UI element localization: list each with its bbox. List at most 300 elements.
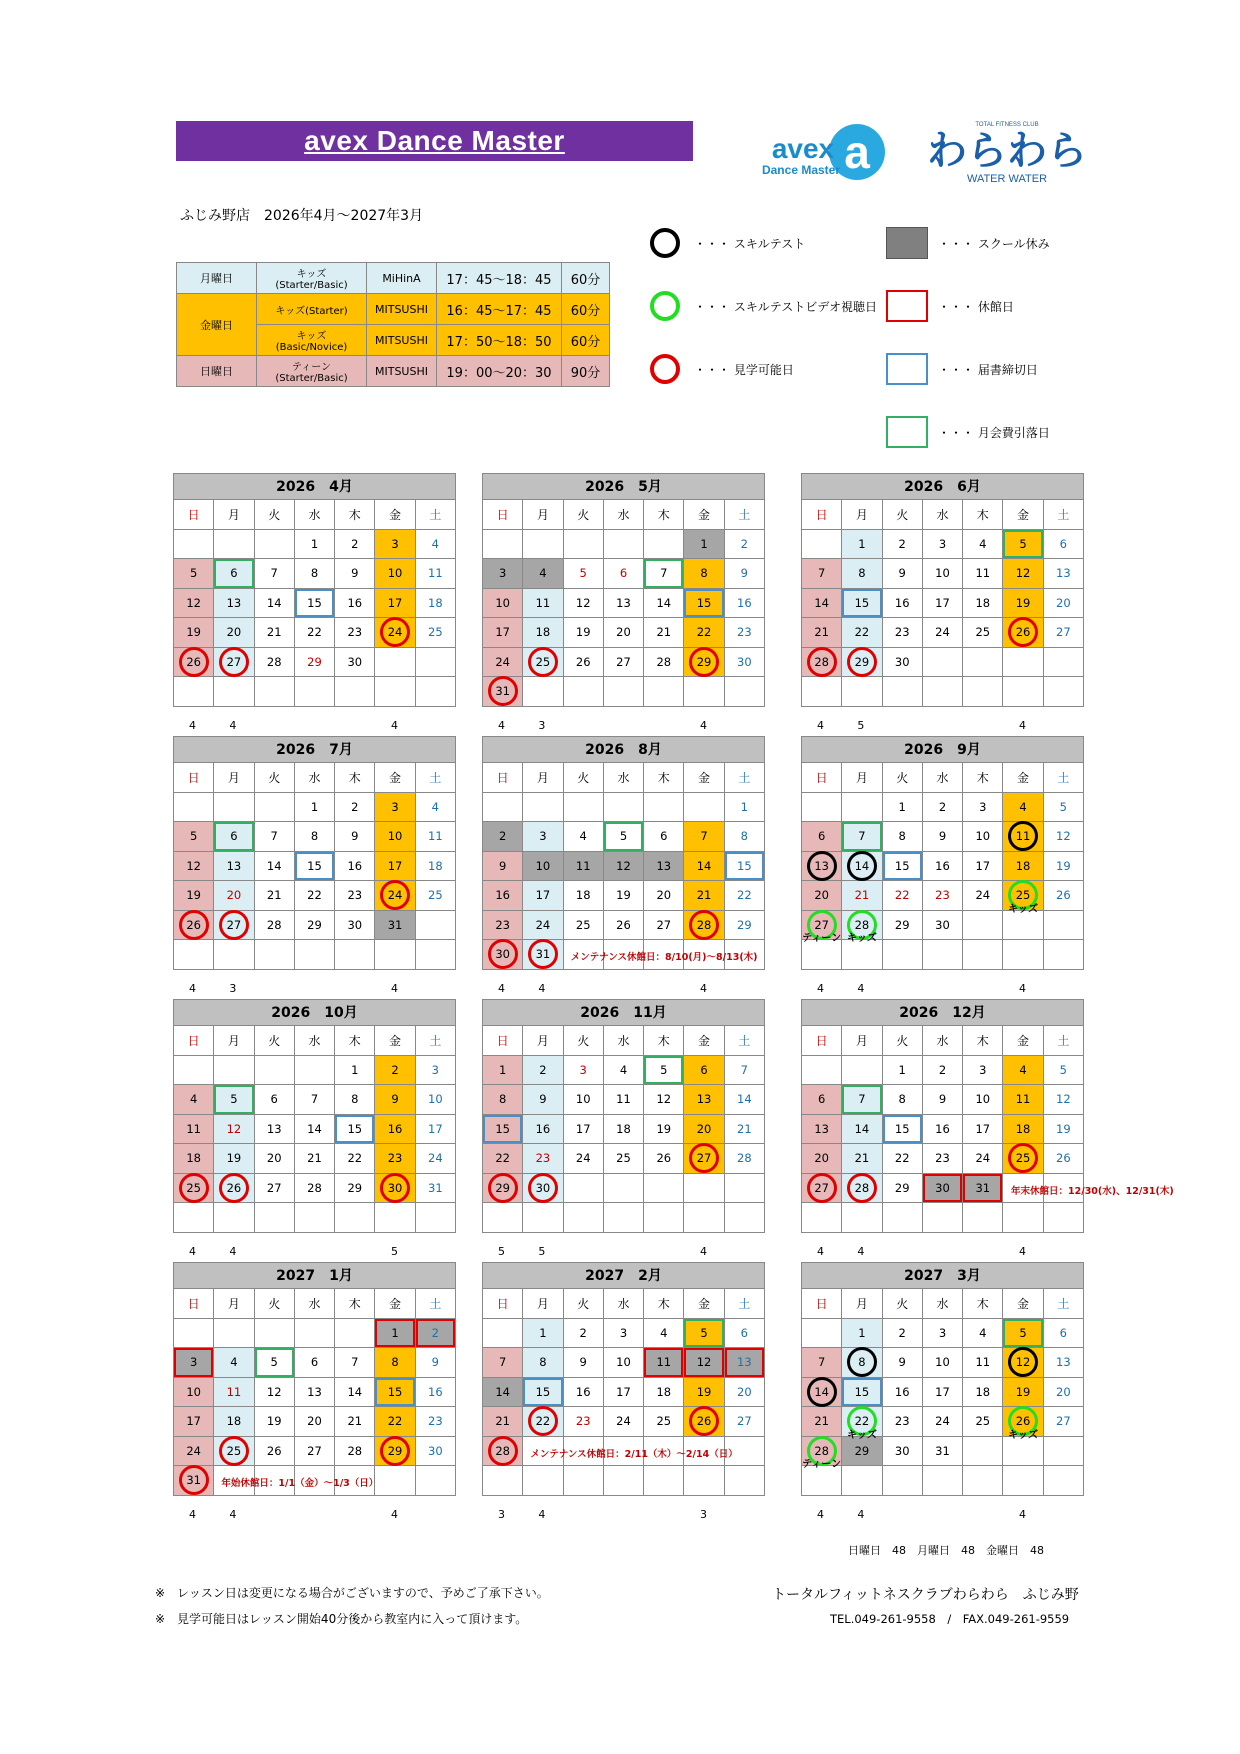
lesson-count: 4 [229, 1244, 237, 1258]
day-number: 7 [498, 1355, 507, 1370]
empty-cell [416, 677, 456, 707]
day-cell [725, 530, 765, 560]
day-number: 3 [979, 1062, 987, 1077]
day-cell [963, 1115, 1003, 1145]
day-number: 5 [270, 1355, 278, 1370]
day-number: 12 [1056, 1092, 1071, 1107]
class-tag: キッズ [1008, 903, 1038, 915]
empty-cell [1003, 1203, 1043, 1233]
schedule-duration: 60分 [562, 294, 610, 325]
day-number: 25 [1015, 888, 1031, 903]
lesson-counts [482, 719, 765, 733]
day-number: 18 [575, 888, 591, 903]
empty-cell [644, 530, 684, 560]
day-number: 28 [307, 1180, 322, 1195]
empty-cell [604, 793, 644, 823]
day-cell [725, 822, 765, 852]
day-cell [416, 1144, 456, 1174]
day-number: 17 [935, 595, 950, 610]
day-cell [923, 1174, 963, 1204]
empty-cell [802, 1319, 842, 1349]
day-cell [684, 1144, 724, 1174]
day-number: 17 [535, 888, 551, 903]
day-cell [416, 793, 456, 823]
day-cell [1044, 822, 1084, 852]
day-cell [564, 1056, 604, 1086]
day-cell [564, 1378, 604, 1408]
day-cell [802, 589, 842, 619]
day-cell [174, 1174, 214, 1204]
legend-fee: ・・・ 月会費引落日 [886, 416, 1050, 448]
day-cell [963, 852, 1003, 882]
empty-cell [604, 677, 644, 707]
lesson-count: 4 [857, 1507, 865, 1521]
schedule-time: 17：50～18：50 [437, 325, 562, 356]
day-cell [295, 1144, 335, 1174]
day-cell [174, 852, 214, 882]
legend-skill-test: ・・・ スキルテスト [650, 228, 805, 258]
empty-cell [963, 648, 1003, 678]
day-cell [963, 1144, 1003, 1174]
day-number: 22 [894, 1151, 910, 1166]
day-cell [295, 1407, 335, 1437]
day-number: 24 [428, 1151, 443, 1166]
weekday-header: 土 [416, 1026, 456, 1056]
day-number: 22 [387, 1414, 403, 1429]
day-cell [214, 822, 254, 852]
day-number: 27 [737, 1414, 752, 1429]
svg-text:a: a [844, 126, 870, 178]
empty-cell [255, 530, 295, 560]
day-number: 30 [935, 1180, 950, 1195]
day-number: 26 [186, 917, 201, 932]
empty-cell [684, 793, 724, 823]
empty-cell [564, 530, 604, 560]
weekday-header: 月 [214, 763, 254, 793]
day-number: 18 [428, 858, 443, 873]
day-cell [963, 618, 1003, 648]
day-number: 12 [656, 1092, 672, 1107]
day-number: 9 [391, 1092, 399, 1107]
day-number: 19 [656, 1121, 672, 1136]
green-circle-icon [650, 291, 680, 321]
day-cell [604, 881, 644, 911]
day-number: 10 [387, 829, 403, 844]
day-cell [802, 1407, 842, 1437]
empty-cell [255, 940, 295, 970]
day-number: 6 [740, 1325, 748, 1340]
day-number: 6 [1059, 536, 1067, 551]
day-number: 4 [660, 1325, 668, 1340]
day-cell [684, 1085, 724, 1115]
day-cell [483, 911, 523, 941]
day-cell [923, 559, 963, 589]
day-number: 12 [1015, 566, 1031, 581]
empty-cell [1044, 940, 1084, 970]
day-cell [295, 559, 335, 589]
day-cell [375, 1407, 415, 1437]
day-cell [375, 1056, 415, 1086]
day-number: 15 [535, 1384, 551, 1399]
day-cell [684, 1407, 724, 1437]
empty-cell [842, 1466, 882, 1496]
day-cell [684, 1378, 724, 1408]
page-title: avex Dance Master [304, 125, 565, 156]
day-number: 26 [186, 654, 201, 669]
day-cell [255, 1437, 295, 1467]
day-cell [255, 1348, 295, 1378]
weekday-header: 月 [842, 500, 882, 530]
day-number: 5 [579, 566, 587, 581]
day-cell [255, 852, 295, 882]
day-number: 9 [938, 1092, 947, 1107]
day-number: 13 [1056, 566, 1071, 581]
weekday-header: 火 [564, 1289, 604, 1319]
day-number: 19 [1056, 858, 1071, 873]
day-number: 8 [858, 566, 866, 581]
day-number: 19 [1015, 595, 1031, 610]
day-cell [842, 881, 882, 911]
lesson-counts [173, 982, 456, 996]
day-cell [725, 911, 765, 941]
day-number: 10 [616, 1355, 631, 1370]
day-number: 4 [539, 566, 547, 581]
weekday-header: 土 [725, 500, 765, 530]
day-cell [842, 559, 882, 589]
month-grid [173, 763, 456, 970]
day-number: 20 [1056, 595, 1071, 610]
day-cell [375, 822, 415, 852]
day-number: 19 [616, 888, 631, 903]
day-cell [725, 618, 765, 648]
day-cell [923, 589, 963, 619]
day-number: 5 [1059, 799, 1067, 814]
empty-cell [1044, 1466, 1084, 1496]
day-cell [604, 911, 644, 941]
day-cell [802, 852, 842, 882]
day-cell [564, 881, 604, 911]
day-number: 15 [495, 1121, 510, 1136]
day-number: 15 [307, 858, 322, 873]
day-number: 25 [616, 1151, 631, 1166]
lesson-counts [173, 1508, 456, 1522]
empty-cell [842, 1203, 882, 1233]
day-cell [295, 1085, 335, 1115]
empty-cell [416, 940, 456, 970]
lesson-counts [482, 982, 765, 996]
day-cell [963, 822, 1003, 852]
empty-cell [255, 1056, 295, 1086]
lesson-counts [801, 982, 1084, 996]
day-cell [1044, 1378, 1084, 1408]
empty-cell [174, 1203, 214, 1233]
weekday-header: 火 [883, 763, 923, 793]
lesson-count: 4 [857, 1244, 865, 1258]
empty-cell [604, 1174, 644, 1204]
day-number: 13 [814, 1121, 829, 1136]
day-number: 7 [351, 1355, 359, 1370]
day-number: 28 [854, 1180, 870, 1195]
day-number: 16 [535, 1121, 551, 1136]
day-cell [802, 822, 842, 852]
weekday-header: 月 [842, 1289, 882, 1319]
day-cell [214, 589, 254, 619]
day-number: 30 [347, 654, 363, 669]
weekday-header: 火 [883, 1289, 923, 1319]
day-number: 6 [817, 829, 826, 844]
day-cell [684, 822, 724, 852]
day-cell [644, 559, 684, 589]
day-number: 10 [935, 566, 950, 581]
day-number: 14 [266, 595, 282, 610]
day-cell [1044, 1407, 1084, 1437]
day-cell [923, 1319, 963, 1349]
day-number: 30 [387, 1180, 403, 1195]
day-cell [923, 530, 963, 560]
day-number: 11 [1015, 1092, 1031, 1107]
day-cell [214, 1115, 254, 1145]
day-number: 21 [266, 625, 282, 640]
weekday-header: 火 [883, 1026, 923, 1056]
weekday-header: 日 [174, 1289, 214, 1319]
day-cell [295, 1174, 335, 1204]
day-cell [483, 589, 523, 619]
day-number: 9 [539, 1092, 547, 1107]
day-cell [255, 648, 295, 678]
weekday-header: 金 [1003, 1026, 1043, 1056]
empty-cell [684, 1174, 724, 1204]
month-grid [801, 763, 1084, 970]
day-number: 3 [619, 1325, 628, 1340]
day-number: 31 [186, 1473, 201, 1488]
day-cell [255, 559, 295, 589]
empty-cell [1003, 940, 1043, 970]
empty-cell [214, 1056, 254, 1086]
empty-cell [483, 530, 523, 560]
day-cell [295, 589, 335, 619]
day-cell [523, 559, 563, 589]
day-number: 6 [270, 1092, 278, 1107]
day-number: 18 [535, 625, 551, 640]
day-number: 8 [740, 829, 748, 844]
month-grid [801, 1289, 1084, 1496]
day-cell [335, 1174, 375, 1204]
day-number: 23 [935, 1151, 950, 1166]
day-number: 9 [898, 566, 906, 581]
day-number: 3 [979, 799, 987, 814]
day-cell [644, 881, 684, 911]
empty-cell [483, 793, 523, 823]
day-number: 2 [351, 536, 359, 551]
month-title: 2027 2月 [482, 1262, 765, 1289]
day-cell [483, 1407, 523, 1437]
day-number: 1 [351, 1062, 359, 1077]
lesson-count: 4 [817, 1507, 824, 1521]
day-cell [604, 1348, 644, 1378]
day-cell [963, 559, 1003, 589]
day-cell [684, 648, 724, 678]
day-number: 2 [898, 1325, 906, 1340]
day-cell [604, 822, 644, 852]
day-number: 23 [894, 625, 910, 640]
day-cell [923, 1144, 963, 1174]
day-cell [483, 1056, 523, 1086]
day-number: 23 [935, 888, 950, 903]
day-number: 8 [391, 1355, 399, 1370]
day-cell [523, 1378, 563, 1408]
day-number: 23 [347, 625, 363, 640]
day-number: 25 [975, 1414, 991, 1429]
weekday-header: 月 [214, 1289, 254, 1319]
weekday-header: 月 [523, 1289, 563, 1319]
day-number: 7 [700, 829, 708, 844]
day-cell [564, 559, 604, 589]
empty-cell [335, 677, 375, 707]
day-number: 23 [495, 917, 510, 932]
weekday-header: 水 [295, 763, 335, 793]
day-cell [375, 1348, 415, 1378]
day-number: 12 [616, 858, 631, 873]
month-grid [801, 500, 1084, 707]
day-number: 27 [226, 917, 242, 932]
day-cell [644, 618, 684, 648]
day-number: 21 [854, 1151, 870, 1166]
month-calendar [482, 473, 765, 707]
day-cell [483, 1144, 523, 1174]
day-number: 28 [737, 1151, 752, 1166]
day-number: 22 [854, 625, 870, 640]
day-cell [604, 1378, 644, 1408]
day-cell [295, 822, 335, 852]
class-tag: ティーン [802, 933, 842, 944]
empty-cell [416, 1466, 456, 1496]
day-number: 6 [817, 1092, 826, 1107]
day-cell [725, 1144, 765, 1174]
day-cell [416, 530, 456, 560]
empty-cell [335, 940, 375, 970]
day-cell [923, 793, 963, 823]
svg-text:WATER WATER: WATER WATER [966, 173, 1048, 185]
day-number: 18 [226, 1414, 242, 1429]
day-cell [1044, 1085, 1084, 1115]
day-number: 18 [975, 595, 991, 610]
day-number: 19 [266, 1414, 282, 1429]
empty-cell [483, 1203, 523, 1233]
day-cell [295, 1437, 335, 1467]
day-cell [335, 530, 375, 560]
day-cell [255, 822, 295, 852]
day-cell [523, 911, 563, 941]
day-cell [1003, 559, 1043, 589]
weekday-header: 日 [483, 1026, 523, 1056]
month-title: 2027 3月 [801, 1262, 1084, 1289]
weekday-header: 木 [335, 500, 375, 530]
empty-cell [842, 940, 882, 970]
schedule-duration: 90分 [562, 356, 610, 387]
day-cell [255, 1144, 295, 1174]
lesson-count: 4 [229, 1507, 237, 1521]
day-number: 15 [307, 595, 322, 610]
schedule-instructor: MiHinA [367, 263, 437, 294]
day-cell [883, 1437, 923, 1467]
day-number: 18 [616, 1121, 631, 1136]
day-number: 4 [619, 1062, 628, 1077]
empty-cell [1044, 677, 1084, 707]
day-cell [604, 1085, 644, 1115]
empty-cell [644, 677, 684, 707]
empty-cell [725, 1203, 765, 1233]
schedule-instructor: MITSUSHI [367, 294, 437, 325]
day-cell [416, 1437, 456, 1467]
lesson-counts [173, 1245, 456, 1259]
empty-cell [684, 677, 724, 707]
day-number: 24 [935, 1414, 950, 1429]
day-cell [842, 1437, 882, 1467]
day-number: 2 [351, 799, 359, 814]
day-number: 15 [737, 858, 752, 873]
lesson-count: 4 [189, 1244, 196, 1258]
day-number: 20 [307, 1414, 322, 1429]
day-cell [923, 822, 963, 852]
warawara-logo [927, 118, 1087, 188]
day-number: 8 [310, 566, 319, 581]
day-number: 3 [539, 829, 547, 844]
day-cell [684, 1056, 724, 1086]
day-cell [802, 911, 842, 944]
day-cell [523, 1174, 563, 1204]
day-number: 19 [575, 625, 591, 640]
day-number: 31 [428, 1180, 443, 1195]
weekday-header: 日 [802, 1289, 842, 1319]
day-cell [335, 648, 375, 678]
month-grid [482, 763, 765, 970]
empty-cell [214, 793, 254, 823]
empty-cell [375, 677, 415, 707]
day-number: 24 [387, 625, 403, 640]
month-calendar [482, 999, 765, 1233]
day-cell [842, 852, 882, 882]
day-cell [523, 648, 563, 678]
day-number: 3 [431, 1062, 439, 1077]
day-cell [375, 1144, 415, 1174]
day-number: 3 [498, 566, 507, 581]
day-cell [564, 1115, 604, 1145]
month-title: 2026 4月 [173, 473, 456, 500]
day-number: 26 [656, 1151, 672, 1166]
day-cell [416, 1085, 456, 1115]
footer-note-1: ※ レッスン日は変更になる場合がございますので、予めご了承下さい。 [155, 1586, 549, 1600]
day-cell [604, 852, 644, 882]
month-grid [173, 1289, 456, 1496]
closure-note: 年末休館日：12/30(水)、12/31(木) [1011, 1185, 1174, 1197]
day-number: 3 [938, 536, 947, 551]
gray-box-icon [886, 227, 928, 259]
day-number: 1 [898, 799, 906, 814]
weekday-header: 火 [255, 763, 295, 793]
day-cell [295, 1378, 335, 1408]
day-cell [335, 1378, 375, 1408]
day-cell [523, 1348, 563, 1378]
lesson-count: 4 [391, 1507, 398, 1521]
day-number: 1 [310, 799, 319, 814]
lesson-count: 3 [229, 981, 237, 995]
day-cell [725, 648, 765, 678]
day-number: 9 [431, 1355, 439, 1370]
month-title: 2026 5月 [482, 473, 765, 500]
empty-cell [523, 1466, 563, 1496]
day-number: 10 [186, 1384, 201, 1399]
lesson-count: 4 [498, 981, 505, 995]
